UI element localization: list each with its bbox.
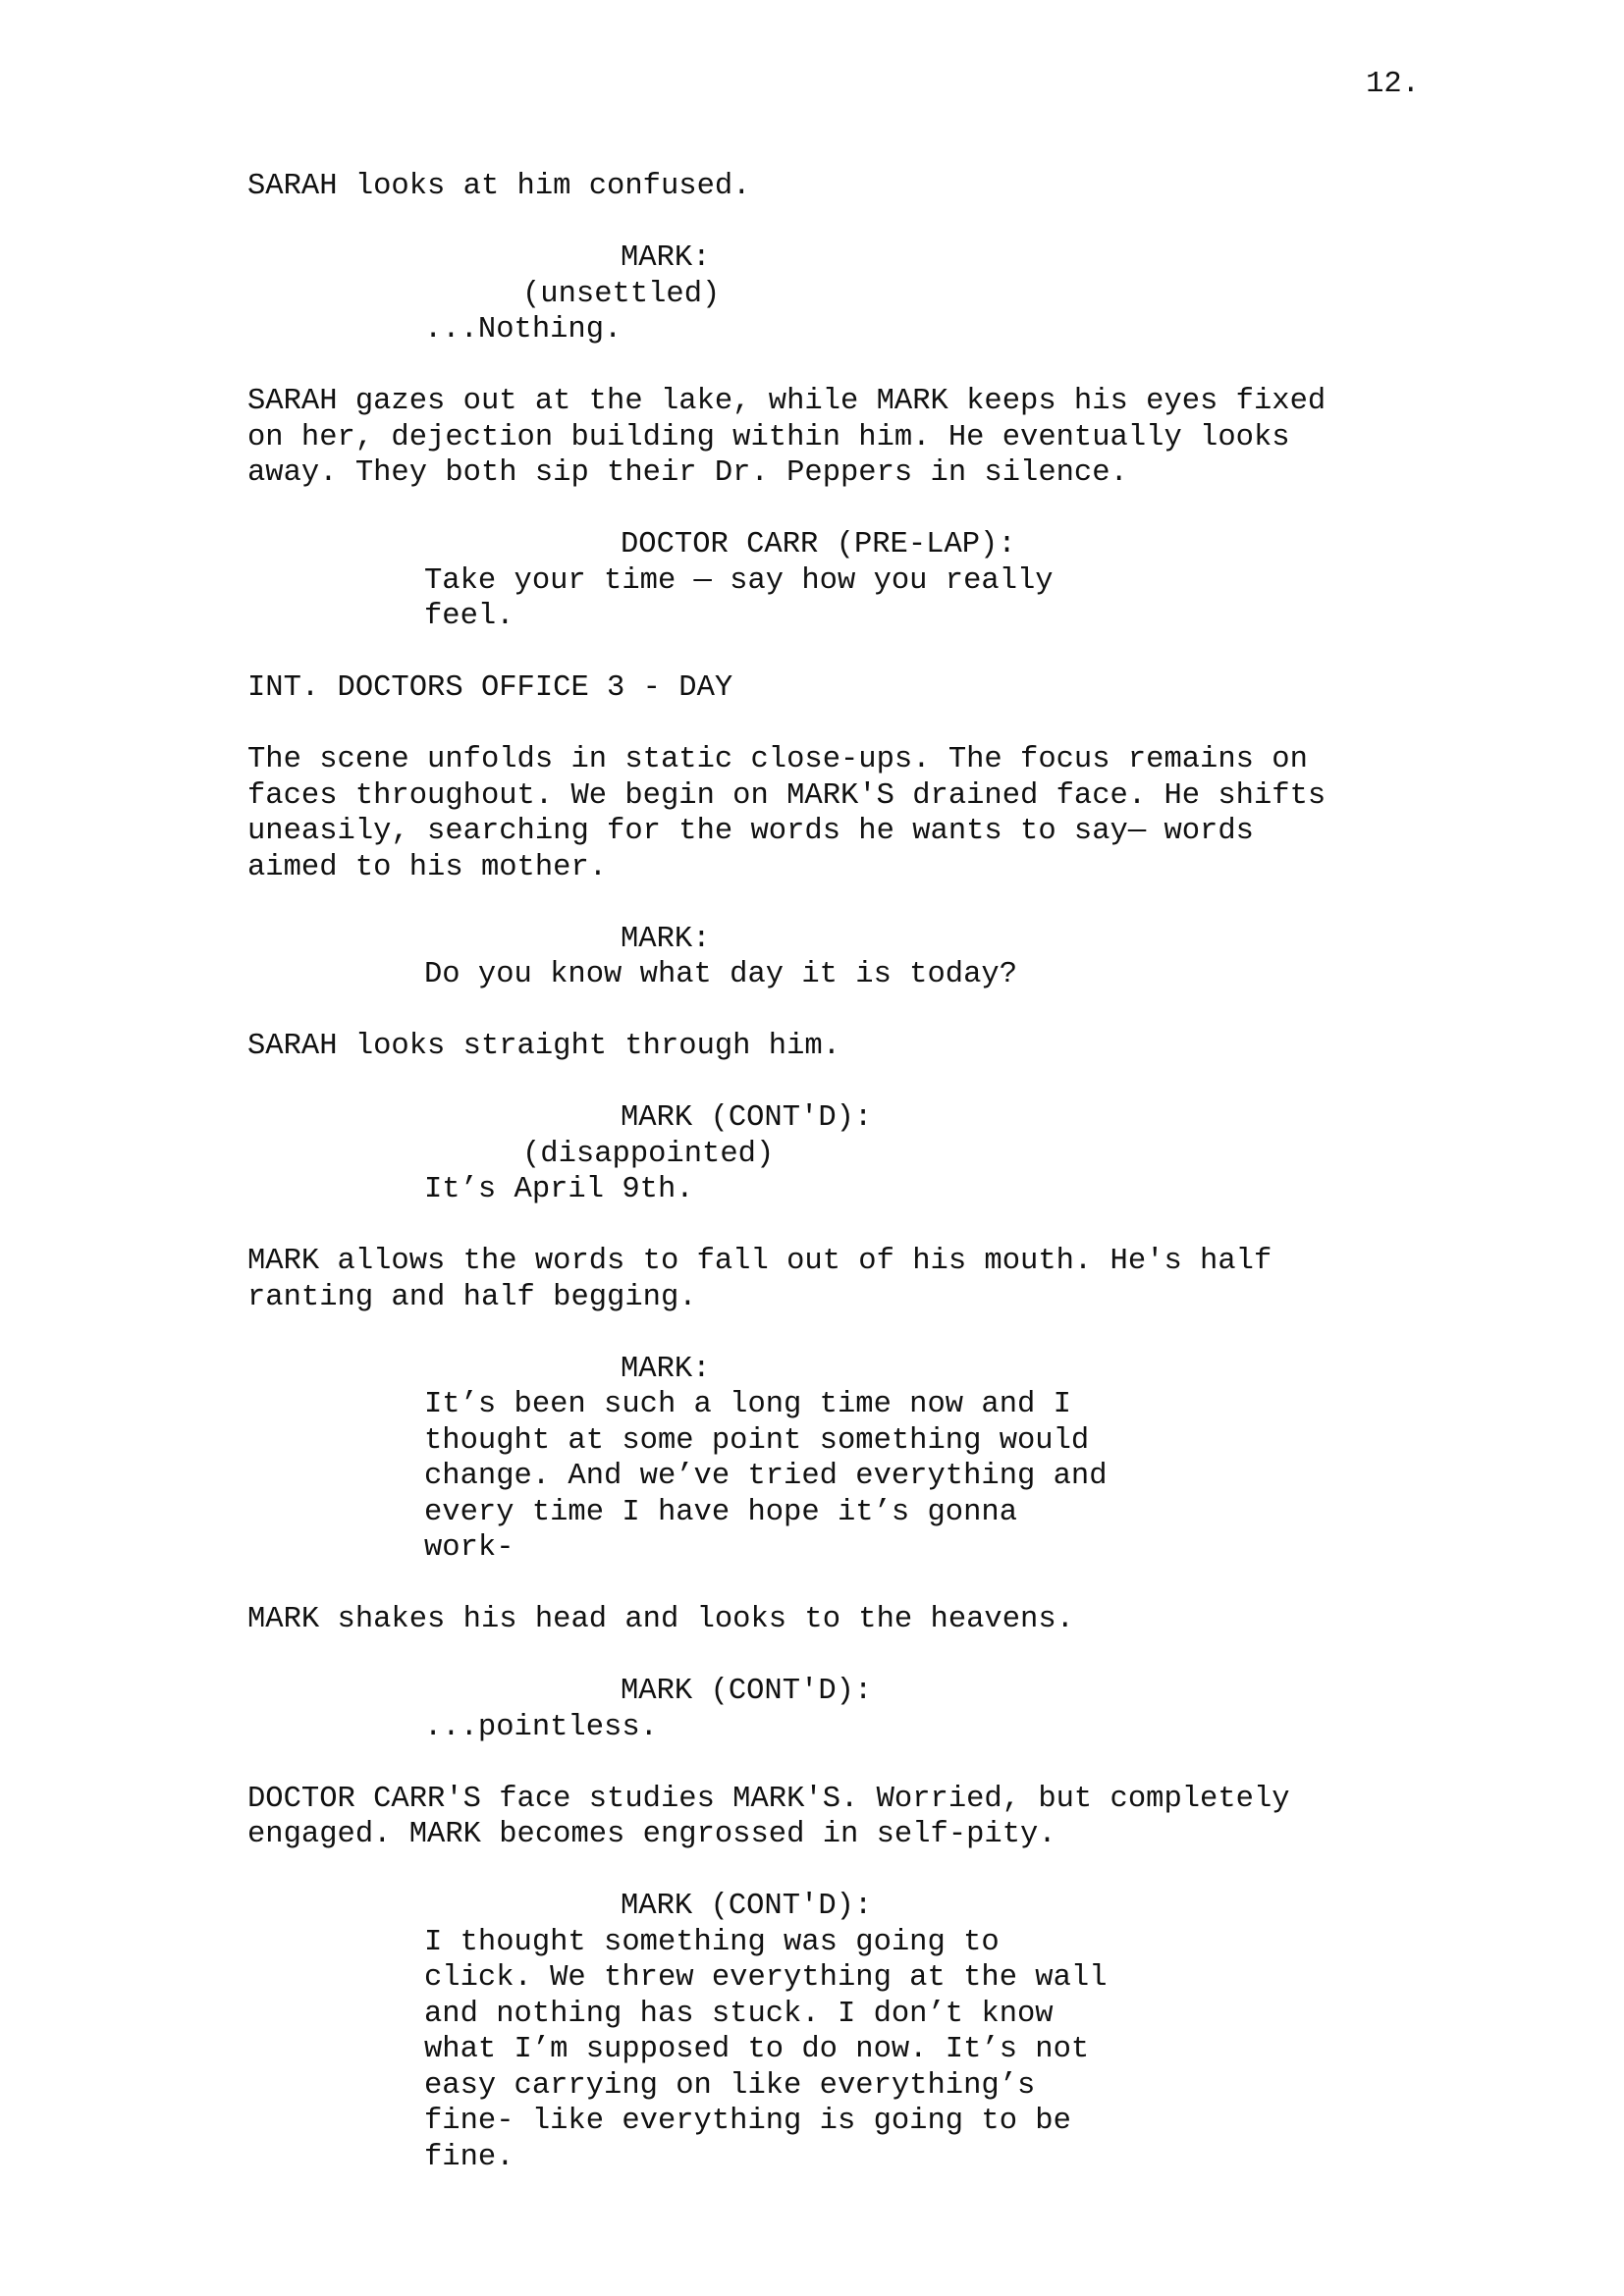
character-cue: MARK: — [621, 241, 711, 275]
dialogue — [247, 1172, 1465, 1208]
action-text: faces throughout. We begin on MARK'S drained face. He shifts — [247, 778, 1326, 813]
dialogue-line: fine- like everything is going to be — [424, 2105, 1071, 2138]
character-cue: MARK (CONT'D): — [621, 1890, 873, 1923]
dialogue-line: It’s April 9th. — [424, 1173, 694, 1206]
dialogue-line: easy carrying on like everything’s — [424, 2068, 1036, 2103]
dialogue-line: ...Nothing. — [424, 313, 623, 347]
action-text: on her, dejection building within him. He eventually looks — [247, 420, 1290, 454]
dialogue-line: Take your time — say how you really — [424, 563, 1054, 598]
scene-heading-text: INT. DOCTORS OFFICE 3 - DAY — [247, 671, 733, 705]
action-text: away. They both sip their Dr. Peppers in silence. — [247, 456, 1128, 490]
dialogue-line: thought at some point something would — [424, 1423, 1090, 1458]
action-text: SARAH looks at him confused. — [247, 170, 751, 203]
action-text: MARK allows the words to fall out of his mouth. He's half — [247, 1245, 1272, 1278]
action-line — [247, 1029, 1465, 1065]
dialogue — [247, 957, 1465, 993]
character-cue: MARK: — [621, 1352, 711, 1386]
action-text: aimed to his mother. — [247, 850, 608, 884]
dialogue-line: work- — [424, 1531, 514, 1565]
action-text: engaged. MARK becomes engrossed in self-pity. — [247, 1818, 1056, 1851]
dialogue — [247, 563, 1465, 635]
action-text: SARAH looks straight through him. — [247, 1030, 840, 1063]
character-cue: DOCTOR CARR (PRE-LAP): — [621, 528, 1016, 561]
character-cue: MARK (CONT'D): — [621, 1675, 873, 1708]
action-line — [247, 1782, 1465, 1853]
dialogue-line: change. And we’ve tried everything and — [424, 1460, 1108, 1493]
action-text: DOCTOR CARR'S face studies MARK'S. Worried, but completely — [247, 1782, 1290, 1816]
action-line — [247, 384, 1465, 492]
dialogue — [247, 1925, 1465, 2176]
parenthetical: (disappointed) — [522, 1137, 775, 1171]
action-text: ranting and half begging. — [247, 1280, 697, 1314]
action-text: SARAH gazes out at the lake, while MARK keeps his eyes fixed — [247, 385, 1326, 418]
action-line — [247, 1602, 1465, 1638]
action-line — [247, 742, 1465, 885]
parenthetical: (unsettled) — [522, 277, 721, 311]
dialogue-line: ...pointless. — [424, 1710, 658, 1744]
dialogue-line: Do you know what day it is today? — [424, 958, 1017, 991]
character-cue: MARK: — [621, 922, 711, 956]
dialogue-line: click. We threw everything at the wall — [424, 1961, 1108, 1995]
scene-heading — [247, 670, 1465, 707]
dialogue-line: every time I have hope it’s gonna — [424, 1495, 1017, 1529]
character-cue: MARK (CONT'D): — [621, 1101, 873, 1135]
screenplay-body — [247, 169, 1465, 2175]
dialogue-line: what I’m supposed to do now. It’s not — [424, 2033, 1090, 2066]
dialogue — [247, 1387, 1465, 1567]
dialogue-line: It’s been such a long time now and I — [424, 1388, 1071, 1421]
action-line — [247, 169, 1465, 205]
dialogue-line: I thought something was going to — [424, 1925, 1000, 1959]
dialogue-line: feel. — [424, 600, 514, 633]
dialogue — [247, 1710, 1465, 1746]
dialogue — [247, 312, 1465, 348]
action-line — [247, 1244, 1465, 1315]
action-text: MARK shakes his head and looks to the heavens. — [247, 1603, 1074, 1636]
dialogue-line: and nothing has stuck. I don’t know — [424, 1997, 1054, 2031]
action-text: uneasily, searching for the words he wants to say— words — [247, 815, 1254, 848]
page-number: 12. — [1366, 68, 1420, 101]
dialogue-line: fine. — [424, 2140, 514, 2174]
action-text: The scene unfolds in static close-ups. The focus remains on — [247, 743, 1308, 776]
